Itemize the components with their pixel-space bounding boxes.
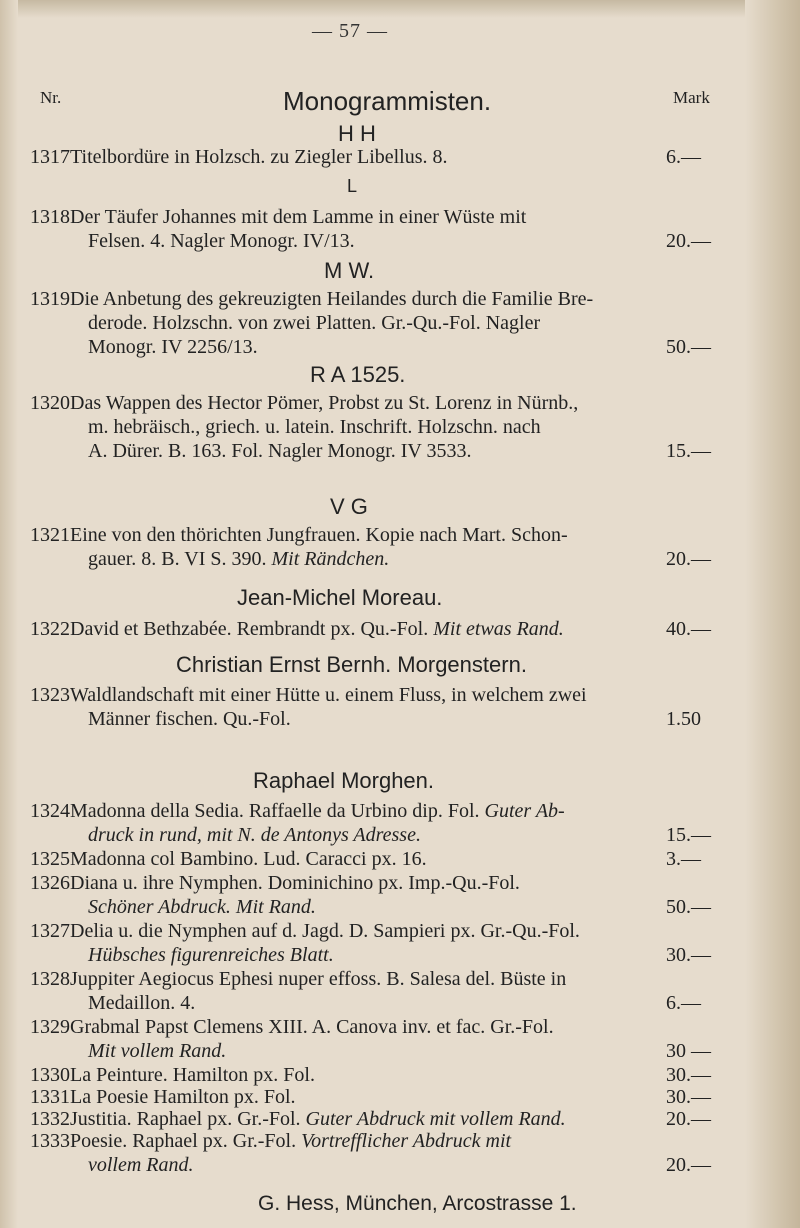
nr-column-header: Nr. bbox=[40, 88, 62, 107]
entry-number: 1332 bbox=[30, 1108, 70, 1130]
entry-number: 1323 bbox=[30, 684, 70, 706]
section-heading-morgenstern: Christian Ernst Bernh. Morgenstern. bbox=[176, 652, 527, 677]
entry-text: Titelbordüre in Holzsch. zu Ziegler Libellus. 8. bbox=[70, 146, 448, 168]
paper-edge-top bbox=[0, 0, 800, 18]
entry-text-part: David et Bethzabée. Rembrandt px. Qu.-Fol. bbox=[70, 618, 429, 640]
monogram-ra-1525: R A 1525. bbox=[310, 362, 406, 387]
monogram-vg: V G bbox=[330, 494, 368, 519]
entry-price: 15.— bbox=[666, 440, 711, 462]
entry-number: 1322 bbox=[30, 618, 70, 640]
entry-price: 20.— bbox=[666, 548, 711, 570]
entry-text: Madonna col Bambino. Lud. Caracci px. 16. bbox=[70, 848, 427, 870]
section-heading-monogrammisten: Monogrammisten. bbox=[283, 86, 492, 116]
entry-note: Mit etwas Rand. bbox=[433, 618, 564, 640]
entry-number: 1328 bbox=[30, 968, 70, 990]
entry-note: Vortrefflicher Abdruck mit bbox=[301, 1130, 512, 1152]
entry-text-part: gauer. 8. B. VI S. 390. bbox=[88, 548, 267, 570]
entry-text: Der Täufer Johannes mit dem Lamme in einer Wüste mit bbox=[70, 206, 527, 228]
monogram-hh: H H bbox=[338, 121, 376, 146]
entry-note: Hübsches figurenreiches Blatt. bbox=[88, 944, 334, 966]
entry-text-part: Madonna della Sedia. Raffaelle da Urbino dip. Fol. bbox=[70, 800, 480, 822]
entry-price: 50.— bbox=[666, 896, 711, 918]
entry-price: 30.— bbox=[666, 944, 711, 966]
entry-text bbox=[70, 1130, 511, 1153]
entry-text: A. Dürer. B. 163. Fol. Nagler Monogr. IV 3533. bbox=[88, 440, 472, 462]
entry-price: 1.50 bbox=[666, 708, 701, 730]
paper-edge-right bbox=[745, 0, 800, 1228]
entry-text-part: Justitia. Raphael px. Gr.-Fol. bbox=[70, 1108, 301, 1130]
entry-number: 1321 bbox=[30, 524, 70, 546]
entry-price: 3.— bbox=[666, 848, 701, 870]
entry-price: 50.— bbox=[666, 336, 711, 358]
entry-note: Guter Abdruck mit vollem Rand. bbox=[305, 1108, 566, 1130]
entry-price: 30 — bbox=[666, 1040, 711, 1062]
entry-text: Das Wappen des Hector Pömer, Probst zu St. Lorenz in Nürnb., bbox=[70, 392, 579, 414]
entry-text: Monogr. IV 2256/13. bbox=[88, 336, 258, 358]
entry-number: 1317 bbox=[30, 146, 70, 168]
section-heading-morghen: Raphael Morghen. bbox=[253, 768, 435, 793]
entry-text-part: Poesie. Raphael px. Gr.-Fol. bbox=[70, 1130, 297, 1152]
entry-text: La Peinture. Hamilton px. Fol. bbox=[70, 1064, 315, 1086]
entry-price: 40.— bbox=[666, 618, 711, 640]
entry-number: 1320 bbox=[30, 392, 70, 414]
entry-text: m. hebräisch., griech. u. latein. Inschrift. Holzschn. nach bbox=[88, 416, 541, 438]
entry-price: 6.— bbox=[666, 992, 701, 1014]
entry-number: 1333 bbox=[30, 1130, 70, 1152]
entry-text: Männer fischen. Qu.-Fol. bbox=[88, 708, 291, 730]
entry-note: Schöner Abdruck. Mit Rand. bbox=[88, 896, 316, 918]
entry-text: La Poesie Hamilton px. Fol. bbox=[70, 1086, 296, 1108]
entry-note: Mit Rändchen. bbox=[271, 548, 390, 570]
entry-text: Die Anbetung des gekreuzigten Heilandes durch die Familie Bre- bbox=[70, 288, 594, 310]
monogram-l: L bbox=[347, 176, 358, 196]
entry-number: 1329 bbox=[30, 1016, 70, 1038]
entry-number: 1319 bbox=[30, 288, 70, 310]
paper-edge-left bbox=[0, 0, 18, 1228]
entry-text: Grabmal Papst Clemens XIII. A. Canova inv. et fac. Gr.-Fol. bbox=[70, 1016, 554, 1038]
entry-text bbox=[88, 548, 389, 571]
entry-text: Felsen. 4. Nagler Monogr. IV/13. bbox=[88, 230, 355, 252]
entry-text bbox=[70, 618, 564, 641]
entry-number: 1327 bbox=[30, 920, 70, 942]
page-number: — 57 — bbox=[312, 20, 388, 42]
entry-number: 1325 bbox=[30, 848, 70, 870]
entry-price: 20.— bbox=[666, 1108, 711, 1130]
entry-text: Delia u. die Nymphen auf d. Jagd. D. Sampieri px. Gr.-Qu.-Fol. bbox=[70, 920, 580, 942]
entry-text: Eine von den thörichten Jungfrauen. Kopie nach Mart. Schon- bbox=[70, 524, 568, 546]
entry-number: 1324 bbox=[30, 800, 70, 822]
entry-note: Mit vollem Rand. bbox=[88, 1040, 227, 1062]
entry-text: derode. Holzschn. von zwei Platten. Gr.-Qu.-Fol. Nagler bbox=[88, 312, 541, 334]
entry-price: 30.— bbox=[666, 1086, 711, 1108]
entry-text bbox=[70, 800, 565, 823]
mark-column-header: Mark bbox=[673, 88, 710, 107]
entry-number: 1326 bbox=[30, 872, 70, 894]
publisher-footer: G. Hess, München, Arcostrasse 1. bbox=[258, 1192, 577, 1215]
entry-text: Waldlandschaft mit einer Hütte u. einem Fluss, in welchem zwei bbox=[70, 684, 587, 706]
monogram-mw: M W. bbox=[324, 258, 375, 283]
section-heading-moreau: Jean-Michel Moreau. bbox=[237, 585, 443, 610]
entry-price: 6.— bbox=[666, 146, 701, 168]
entry-text: Juppiter Aegiocus Ephesi nuper effoss. B. Salesa del. Büste in bbox=[70, 968, 567, 990]
entry-price: 20.— bbox=[666, 230, 711, 252]
entry-text: Medaillon. 4. bbox=[88, 992, 196, 1014]
entry-number: 1318 bbox=[30, 206, 70, 228]
entry-number: 1330 bbox=[30, 1064, 70, 1086]
entry-number: 1331 bbox=[30, 1086, 70, 1108]
entry-note: vollem Rand. bbox=[88, 1154, 194, 1176]
entry-note: druck in rund, mit N. de Antonys Adresse. bbox=[88, 824, 421, 846]
entry-text bbox=[70, 1108, 566, 1131]
entry-price: 30.— bbox=[666, 1064, 711, 1086]
entry-price: 15.— bbox=[666, 824, 711, 846]
entry-note: Guter Ab- bbox=[484, 800, 565, 822]
entry-price: 20.— bbox=[666, 1154, 711, 1176]
entry-text: Diana u. ihre Nymphen. Dominichino px. Imp.-Qu.-Fol. bbox=[70, 872, 520, 894]
